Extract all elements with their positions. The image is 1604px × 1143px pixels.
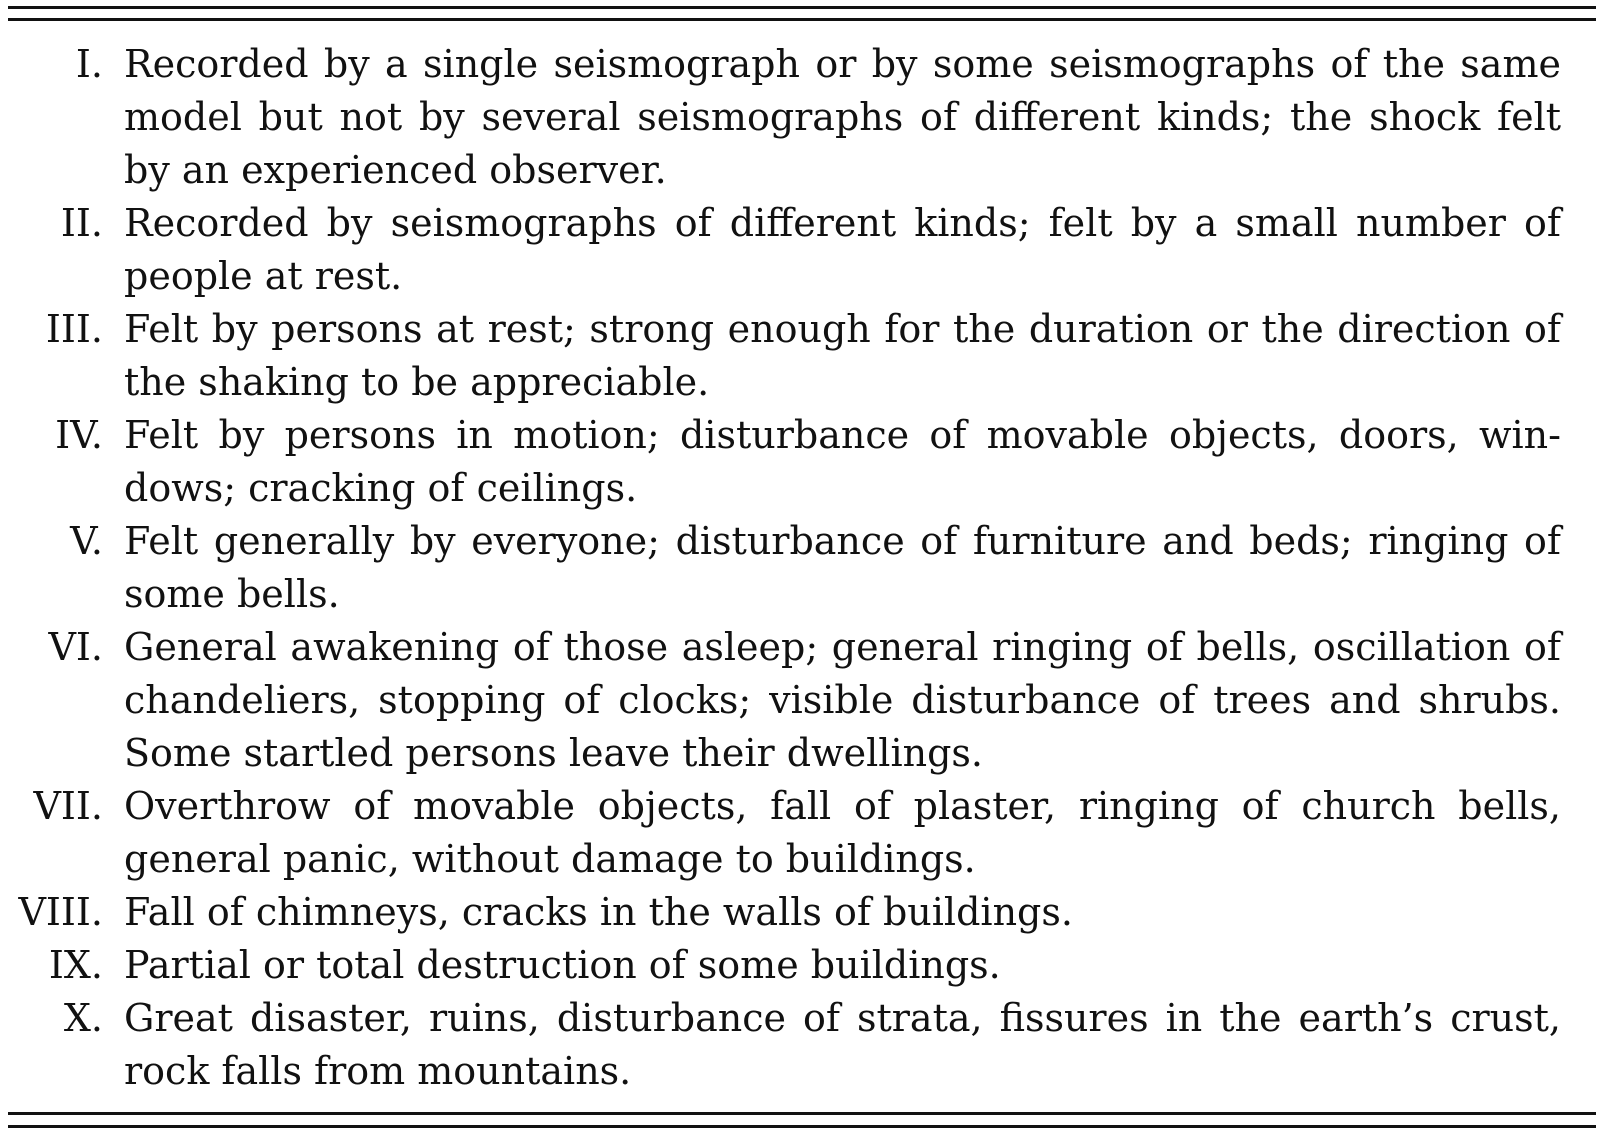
intensity-description: Great disaster, ruins, disturbance of strata, fissures in the earth’s crust, rock falls from mountains.	[124, 996, 1561, 1093]
table-bottom-rule-outer	[8, 1125, 1596, 1128]
list-item	[0, 197, 1604, 303]
list-item	[0, 992, 1604, 1098]
intensity-description: Felt generally by everyone; disturbance of furniture and beds; ringing of some bells.	[124, 519, 1561, 616]
intensity-numeral: VIII.	[18, 890, 103, 934]
intensity-description: Recorded by seismographs of different kinds; felt by a small number of people at rest.	[124, 201, 1561, 298]
table-top-rule-outer	[8, 6, 1596, 9]
list-item	[0, 303, 1604, 409]
intensity-numeral: II.	[60, 201, 103, 245]
intensity-numeral: V.	[70, 519, 103, 563]
intensity-scale-list	[0, 38, 1604, 1098]
list-item	[0, 886, 1604, 939]
intensity-numeral: IX.	[48, 943, 103, 987]
intensity-description: Felt by persons in motion; disturbance of movable objects, doors, windows; cracking of ceilings.	[124, 413, 1561, 510]
list-item	[0, 38, 1604, 197]
intensity-numeral: VII.	[33, 784, 103, 828]
intensity-numeral: III.	[45, 307, 103, 351]
intensity-numeral: IV.	[55, 413, 103, 457]
intensity-description: Overthrow of movable objects, fall of plaster, ringing of church bells, general panic, without damage to buildings.	[124, 784, 1561, 881]
intensity-description: Recorded by a single seismograph or by some seismographs of the same model but not by several seismographs of different kinds; the shock felt by an experienced observer.	[124, 42, 1561, 192]
intensity-description: Felt by persons at rest; strong enough for the duration or the direction of the shaking to be appreciable.	[124, 307, 1561, 404]
intensity-numeral: I.	[75, 42, 103, 86]
intensity-description: General awakening of those asleep; general ringing of bells, oscillation of chandeliers, stopping of clocks; visible disturbance of trees and shrubs. Some startled persons leave their dwellings.	[124, 625, 1561, 775]
table-top-rule-inner	[8, 18, 1596, 21]
list-item	[0, 515, 1604, 621]
list-item	[0, 621, 1604, 780]
list-item	[0, 780, 1604, 886]
list-item	[0, 939, 1604, 992]
intensity-numeral: X.	[63, 996, 103, 1040]
intensity-description: Fall of chimneys, cracks in the walls of buildings.	[124, 890, 1073, 934]
intensity-description: Partial or total destruction of some buildings.	[124, 943, 1001, 987]
intensity-numeral: VI.	[48, 625, 103, 669]
list-item	[0, 409, 1604, 515]
table-bottom-rule-inner	[8, 1112, 1596, 1115]
